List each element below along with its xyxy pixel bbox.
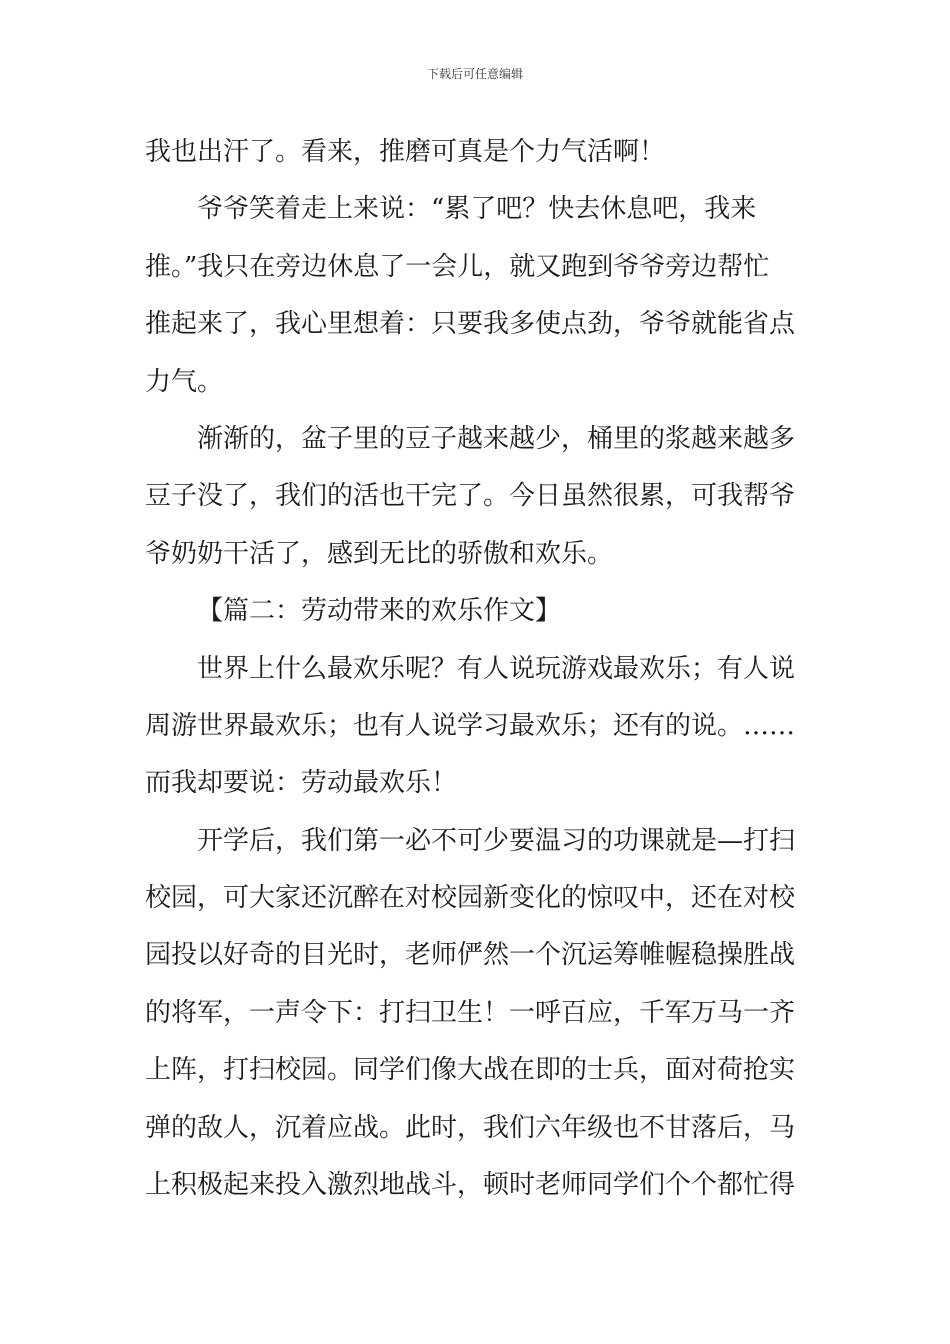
page-header: 下载后可任意编辑 — [426, 67, 523, 81]
text-line-3: 推。”我只在旁边休息了一会儿，就又跑到爷爷旁边帮忙 — [145, 251, 770, 282]
text-line-11: 周游世界最欢乐；也有人说学习最欢乐；还有的说。…… — [145, 710, 796, 741]
text-line-4: 推起来了，我心里想着：只要我多使点劲，爷爷就能省点 — [145, 309, 796, 340]
text-line-12: 而我却要说：劳动最欢乐！ — [145, 768, 458, 799]
text-line-6: 渐渐的，盆子里的豆子越来越少，桶里的浆越来越多 — [197, 423, 796, 454]
text-line-2: 爷爷笑着走上来说：“累了吧？快去休息吧，我来 — [197, 194, 757, 225]
text-line-8: 爷奶奶干活了，感到无比的骄傲和欢乐。 — [145, 538, 614, 569]
text-line-19: 上积极起来投入激烈地战斗，顿时老师同学们个个都忙得 — [145, 1170, 796, 1201]
text-line-5: 力气。 — [145, 366, 224, 397]
text-line-10: 世界上什么最欢乐呢？有人说玩游戏最欢乐；有人说 — [197, 653, 796, 684]
text-line-1: 我也出汗了。看来，推磨可真是个力气活啊！ — [145, 137, 666, 167]
text-line-13: 开学后，我们第一必不可少要温习的功课就是—打扫 — [197, 825, 796, 856]
text-line-16: 的将军，一声令下：打扫卫生！一呼百应，千军万马一齐 — [145, 997, 796, 1028]
section-heading: 【篇二：劳动带来的欢乐作文】 — [197, 596, 562, 627]
text-line-18: 弹的敌人，沉着应战。此时，我们六年级也不甘落后，马 — [145, 1112, 796, 1143]
text-line-14: 校园，可大家还沉醉在对校园新变化的惊叹中，还在对校 — [145, 883, 796, 914]
text-line-15: 园投以好奇的目光时，老师俨然一个沉运筹帷幄稳操胜战 — [145, 940, 796, 971]
text-line-17: 上阵，打扫校园。同学们像大战在即的士兵，面对荷抢实 — [145, 1055, 796, 1086]
document-body — [145, 124, 810, 1214]
text-line-7: 豆子没了，我们的活也干完了。今日虽然很累，可我帮爷 — [145, 481, 796, 512]
